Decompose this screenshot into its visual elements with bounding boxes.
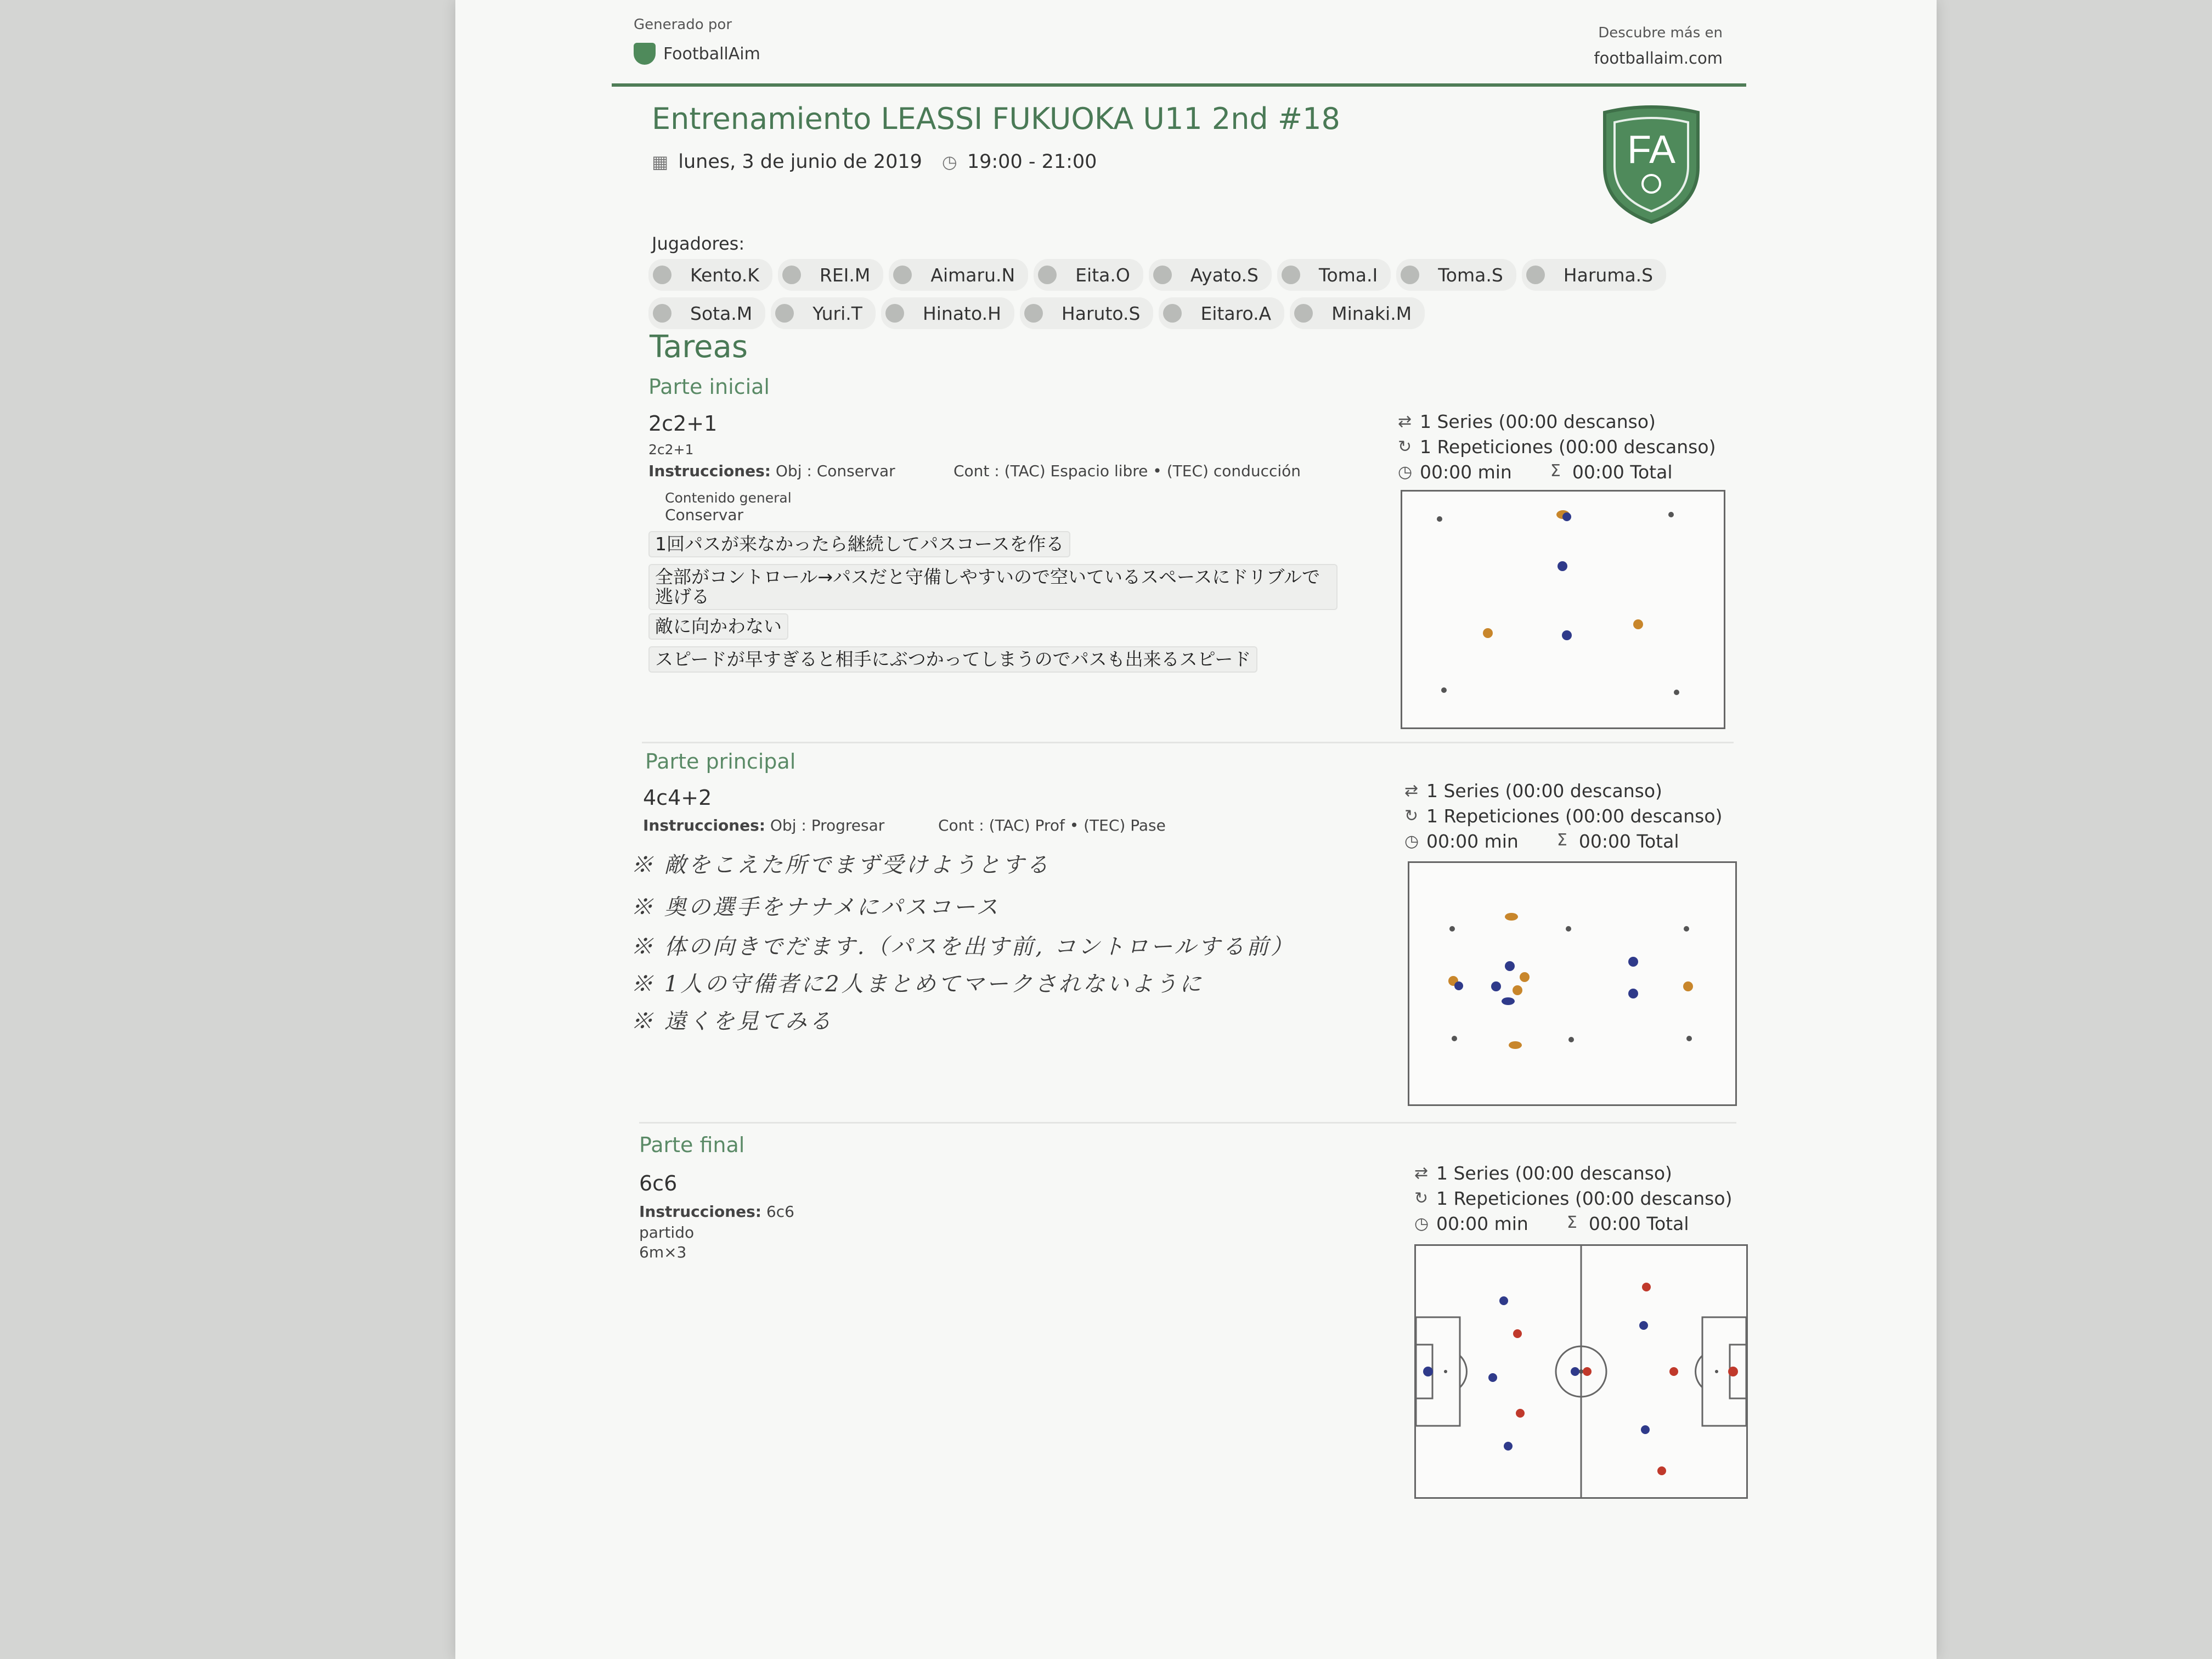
- sigma-icon: Σ: [1566, 1212, 1577, 1232]
- player-name: Sota.M: [690, 302, 753, 324]
- player-chip: [778, 259, 883, 291]
- player-chip: [881, 297, 1014, 329]
- user-avatar-icon: [885, 304, 904, 323]
- handwritten-note: ※ 1人の守備者に2人まとめてマークされないように: [631, 972, 1204, 997]
- instructions-objective: Obj : Conservar: [775, 462, 895, 480]
- player-chip: [1277, 259, 1391, 291]
- player-chip: [1290, 297, 1425, 329]
- reps-text: 1 Repeticiones (00:00 descanso): [1426, 805, 1723, 827]
- instructions-objective: Obj : Progresar: [770, 816, 885, 834]
- player-name: Eitaro.A: [1200, 302, 1272, 324]
- duration-text: 00:00 min: [1426, 830, 1519, 852]
- section-title-initial: Parte inicial: [648, 375, 770, 399]
- total-text: 00:00 Total: [1578, 830, 1679, 852]
- refresh-icon: ↻: [1398, 437, 1412, 456]
- player-name: Haruto.S: [1061, 302, 1141, 324]
- duration-text: 00:00 min: [1436, 1212, 1528, 1234]
- calendar-icon: ▦: [652, 151, 669, 172]
- series-text: 1 Series (00:00 descanso): [1420, 410, 1656, 432]
- session-date: lunes, 3 de junio de 2019: [678, 151, 922, 173]
- repeat-icon: ⇄: [1414, 1163, 1429, 1183]
- players-list: [648, 259, 1691, 336]
- player-chip: [648, 259, 772, 291]
- instructions-label: Instrucciones:: [639, 1203, 761, 1221]
- task-stats: [1404, 778, 1756, 854]
- task-note: 全部がコントロール→パスだと守備しやすいので空いているスペースにドリブルで逃げる: [648, 564, 1338, 610]
- user-avatar-icon: [893, 266, 912, 284]
- site-link[interactable]: footballaim.com: [1594, 49, 1723, 67]
- player-chip: [1020, 297, 1154, 329]
- user-avatar-icon: [653, 304, 672, 323]
- player-name: Ayato.S: [1190, 264, 1259, 286]
- player-chip: [648, 297, 765, 329]
- task-name: 6c6: [639, 1171, 678, 1195]
- task-stats: [1398, 409, 1749, 484]
- handwritten-note: ※ 遠くを見てみる: [631, 1009, 833, 1034]
- task-instructions: [643, 816, 884, 834]
- footballaim-logo-icon: [634, 43, 656, 65]
- player-name: Kento.K: [690, 264, 759, 286]
- header-divider: [612, 83, 1746, 87]
- drill-diagram-1: [1401, 490, 1725, 729]
- user-avatar-icon: [1153, 266, 1172, 284]
- reps-text: 1 Repeticiones (00:00 descanso): [1420, 436, 1716, 458]
- task-note: 1回パスが来なかったら継続してパスコースを作る: [648, 531, 1070, 557]
- total-text: 00:00 Total: [1572, 461, 1673, 483]
- brand: [634, 43, 760, 65]
- instructions-content: Cont : (TAC) Prof • (TEC) Pase: [938, 816, 1166, 834]
- handwritten-note: ※ 敵をこえた所でまず受けようとする: [631, 853, 1051, 878]
- user-avatar-icon: [1294, 304, 1313, 323]
- repeat-icon: ⇄: [1404, 781, 1419, 800]
- section-divider: [639, 1122, 1736, 1124]
- player-name: Yuri.T: [812, 302, 862, 324]
- task-stats: [1414, 1160, 1765, 1236]
- user-avatar-icon: [775, 304, 794, 323]
- general-content-label: Contenido general: [665, 490, 792, 506]
- sigma-icon: Σ: [1556, 830, 1567, 850]
- instructions-label: Instrucciones:: [648, 462, 771, 480]
- player-name: Toma.I: [1318, 264, 1378, 286]
- refresh-icon: ↻: [1404, 806, 1419, 826]
- repeat-icon: ⇄: [1398, 411, 1412, 431]
- user-avatar-icon: [1282, 266, 1300, 284]
- task-note: スピードが早すぎると相手にぶつかってしまうのでパスも出来るスピード: [648, 646, 1257, 673]
- player-name: Eita.O: [1075, 264, 1130, 286]
- players-label: Jugadores:: [652, 233, 745, 254]
- duration-text: 00:00 min: [1420, 461, 1512, 483]
- section-divider: [642, 742, 1734, 743]
- player-name: Haruma.S: [1563, 264, 1654, 286]
- task-subname: 2c2+1: [648, 442, 694, 458]
- total-text: 00:00 Total: [1588, 1212, 1689, 1234]
- session-time: 19:00 - 21:00: [967, 151, 1097, 173]
- player-name: Minaki.M: [1331, 302, 1412, 324]
- clock-icon: ◷: [941, 151, 957, 172]
- instructions-objective: 6c6: [766, 1203, 794, 1221]
- stopwatch-icon: ◷: [1414, 1214, 1429, 1233]
- player-chip: [1396, 259, 1516, 291]
- user-avatar-icon: [1024, 304, 1043, 323]
- handwritten-note: ※ 体の向きでだます.（パスを出す前, コントロールする前）: [631, 934, 1295, 960]
- stopwatch-icon: ◷: [1398, 462, 1413, 482]
- drill-diagram-3: [1414, 1244, 1748, 1499]
- player-name: REI.M: [819, 264, 871, 286]
- task-name: 2c2+1: [648, 411, 718, 436]
- user-avatar-icon: [1038, 266, 1057, 284]
- stopwatch-icon: ◷: [1404, 831, 1419, 851]
- series-text: 1 Series (00:00 descanso): [1426, 780, 1662, 802]
- player-name: Hinato.H: [922, 302, 1001, 324]
- team-shield-logo: [1594, 101, 1709, 225]
- task-instructions: [648, 462, 895, 480]
- logo-letters: FA: [1627, 128, 1676, 172]
- player-chip: [771, 297, 876, 329]
- generated-by: [634, 16, 760, 65]
- player-name: Toma.S: [1438, 264, 1503, 286]
- series-text: 1 Series (00:00 descanso): [1436, 1162, 1672, 1184]
- discover-label: Descubre más en: [1598, 25, 1723, 41]
- user-avatar-icon: [653, 266, 672, 284]
- player-chip: [1159, 297, 1284, 329]
- drill-diagram-2: [1408, 861, 1737, 1106]
- tasks-heading: Tareas: [650, 329, 748, 365]
- general-content-value: Conservar: [665, 506, 743, 524]
- player-chip: [1149, 259, 1272, 291]
- instructions-content: Cont : (TAC) Espacio libre • (TEC) conducción: [953, 462, 1301, 480]
- player-chip: [1034, 259, 1143, 291]
- section-title-final: Parte final: [639, 1133, 745, 1157]
- instructions-line: 6m×3: [639, 1243, 687, 1261]
- handwritten-note: ※ 奥の選手をナナメにパスコース: [631, 895, 1001, 920]
- brand-name: FootballAim: [663, 44, 760, 64]
- task-instructions: [639, 1203, 794, 1221]
- player-chip: [889, 259, 1028, 291]
- reps-text: 1 Repeticiones (00:00 descanso): [1436, 1187, 1733, 1209]
- sigma-icon: Σ: [1550, 461, 1561, 481]
- user-avatar-icon: [782, 266, 801, 284]
- generated-by-label: Generado por: [634, 16, 732, 33]
- user-avatar-icon: [1526, 266, 1545, 284]
- instructions-line: partido: [639, 1223, 695, 1242]
- session-meta: [652, 151, 1097, 173]
- user-avatar-icon: [1401, 266, 1419, 284]
- section-title-main: Parte principal: [645, 749, 796, 774]
- player-name: Aimaru.N: [930, 264, 1015, 286]
- task-note: 敵に向かわない: [648, 613, 788, 640]
- session-title: Entrenamiento LEASSI FUKUOKA U11 2nd #18: [652, 101, 1340, 136]
- player-chip: [1522, 259, 1666, 291]
- task-name: 4c4+2: [643, 786, 712, 810]
- discover-more: [1591, 25, 1723, 67]
- refresh-icon: ↻: [1414, 1188, 1429, 1208]
- instructions-label: Instrucciones:: [643, 816, 765, 834]
- user-avatar-icon: [1163, 304, 1182, 323]
